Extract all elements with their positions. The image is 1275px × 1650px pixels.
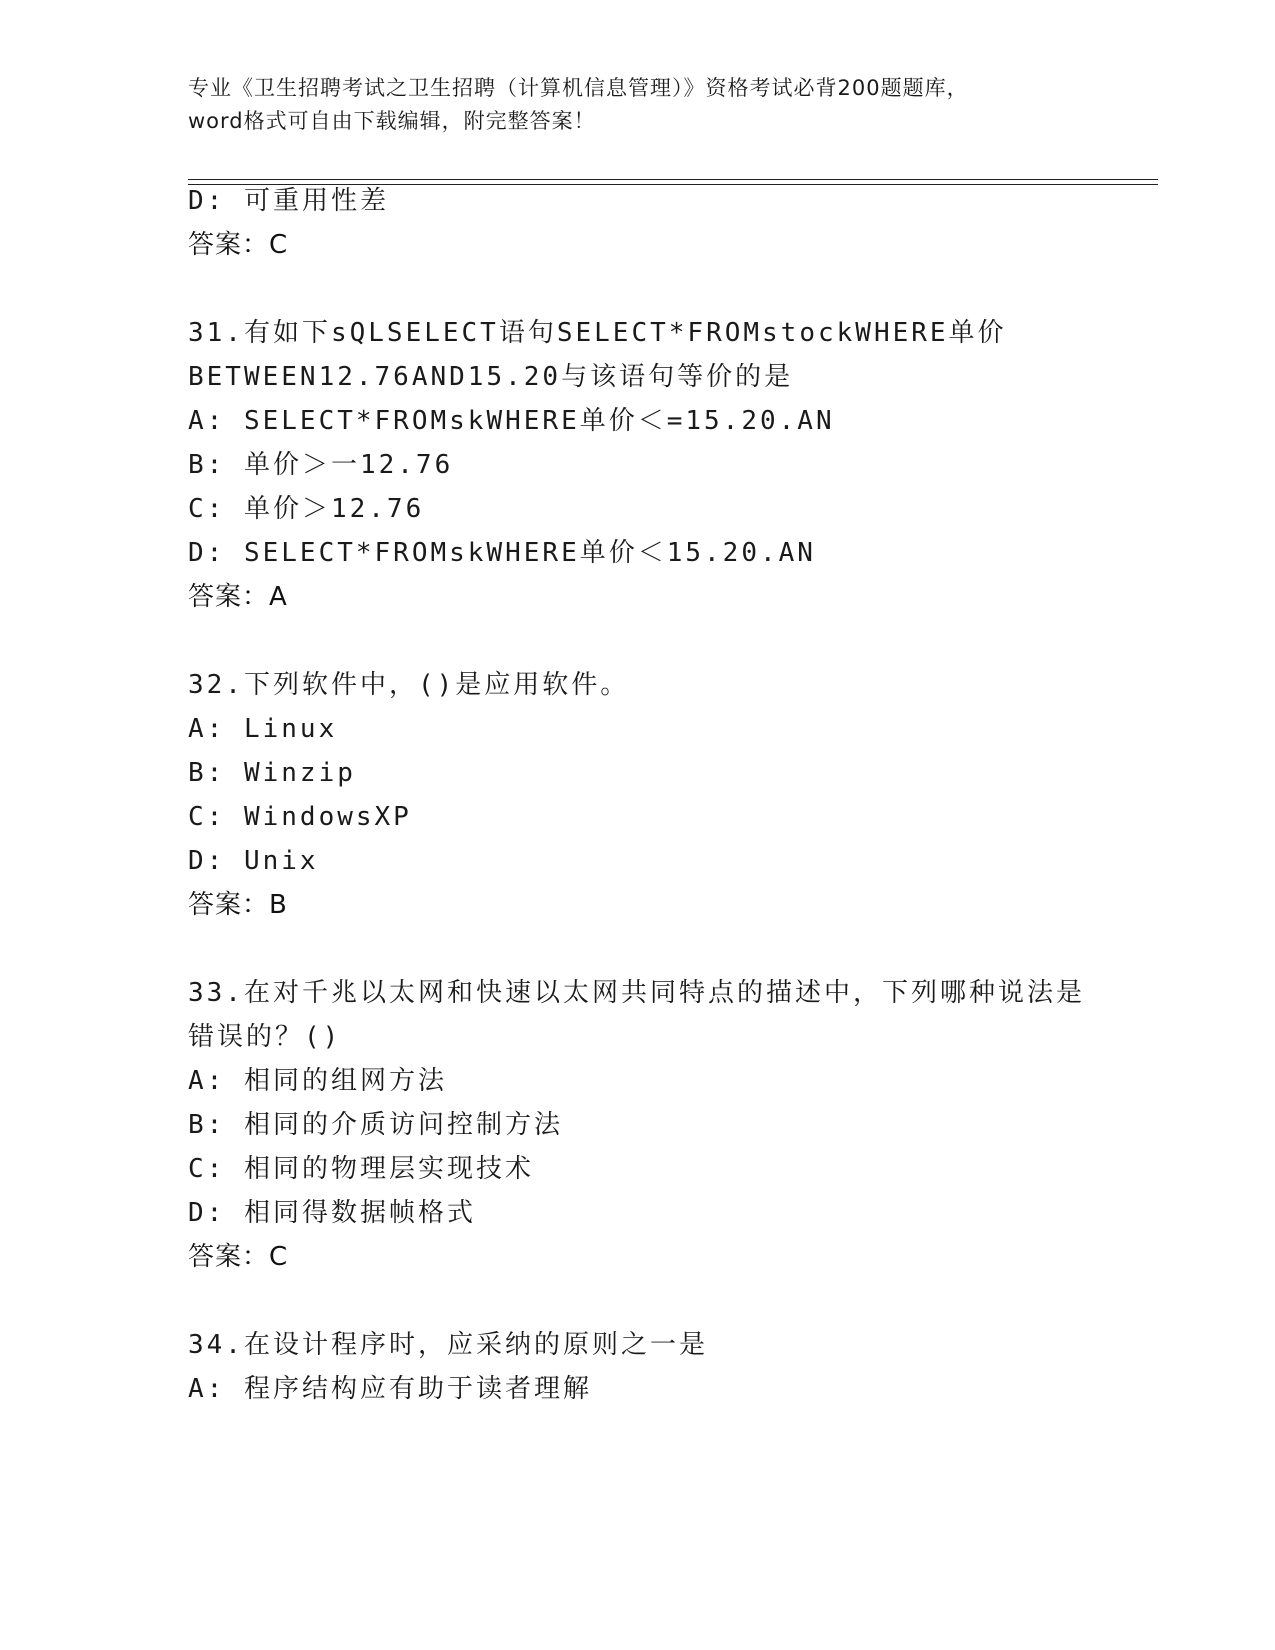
q33-option-c: C: 相同的物理层实现技术 [188, 1154, 534, 1184]
q32-option-c: C: WindowsXP [188, 802, 412, 832]
prev-answer: 答案：C [188, 230, 289, 260]
q32-option-a: A: Linux [188, 714, 338, 744]
document-header [188, 72, 1088, 138]
q31-option-b: B: 单价＞一12.76 [188, 450, 454, 480]
header-title-line-1: 专业《卫生招聘考试之卫生招聘（计算机信息管理）》资格考试必背200题题库， [188, 76, 969, 100]
q33-stem-line-2: 错误的？() [188, 1022, 342, 1052]
q34-option-a: A: 程序结构应有助于读者理解 [188, 1374, 592, 1404]
q33-stem-line-1: 33.在对千兆以太网和快速以太网共同特点的描述中，下列哪种说法是 [188, 978, 1085, 1008]
q31-option-d: D: SELECT*FROMskWHERE单价＜15.20.AN [188, 538, 816, 568]
q32-answer: 答案：B [188, 890, 288, 920]
q33-option-d: D: 相同得数据帧格式 [188, 1198, 476, 1228]
q31-option-c: C: 单价＞12.76 [188, 494, 425, 524]
q32-option-d: D: Unix [188, 846, 319, 876]
q31-option-a: A: SELECT*FROMskWHERE单价＜=15.20.AN [188, 406, 835, 436]
q33-option-a: A: 相同的组网方法 [188, 1066, 447, 1096]
prev-option-d: D: 可重用性差 [188, 186, 389, 216]
q33-answer: 答案：C [188, 1242, 289, 1272]
q31-stem-line-2: BETWEEN12.76AND15.20与该语句等价的是 [188, 362, 794, 392]
q34-stem-line-1: 34.在设计程序时，应采纳的原则之一是 [188, 1330, 708, 1360]
q33-option-b: B: 相同的介质访问控制方法 [188, 1110, 563, 1140]
q32-option-b: B: Winzip [188, 758, 356, 788]
q31-answer: 答案：A [188, 582, 288, 612]
q31-stem-line-1: 31.有如下sQLSELECT语句SELECT*FROMstockWHERE单价 [188, 318, 1007, 348]
header-title-line-2: word格式可自由下载编辑，附完整答案！ [188, 109, 596, 133]
header-divider-top [188, 179, 1158, 180]
q32-stem-line-1: 32.下列软件中，()是应用软件。 [188, 670, 630, 700]
